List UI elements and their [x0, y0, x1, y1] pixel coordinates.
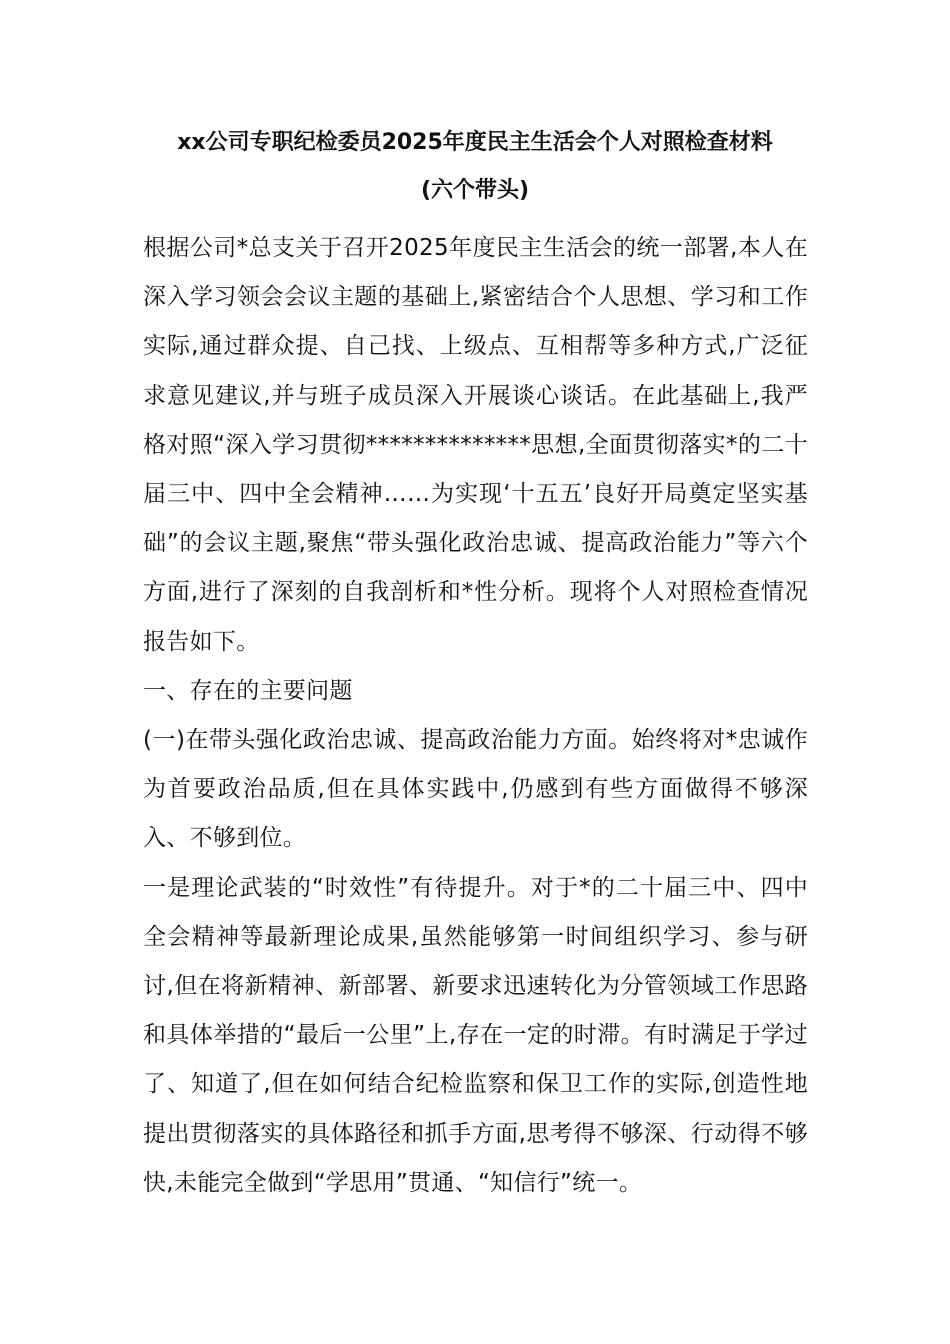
document-title: xx公司专职纪检委员2025年度民主生活会个人对照检查材料 [177, 130, 773, 155]
subsection-paragraph: (一)在带头强化政治忠诚、提高政治能力方面。始终将对*忠诚作为首要政治品质,但在具体实践中,仍感到有些方面做得不够深入、不够到位。 [143, 727, 808, 852]
document-body [143, 224, 808, 1208]
intro-paragraph: 根据公司*总支关于召开2025年度民主生活会的统一部署,本人在深入学习领会会议主题的基础上,紧密结合个人思想、学习和工作实际,通过群众提、自己找、上级点、互相帮等多种方式,广泛征求意见建议,并与班子成员深入开展谈心谈话。在此基础上,我严格对照“深入学习贯彻**************思想,全面贯彻落实*的二十届三中、四中全会精神……为实现‘十五五’良好开局奠定坚实基础”的会议主题,聚焦“带头强化政治忠诚、提高政治能力”等六个方面,进行了深刻的自我剖析和*性分析。现将个人对照检查情况报告如下。 [143, 235, 808, 655]
point-paragraph: 一是理论武装的“时效性”有待提升。对于*的二十届三中、四中全会精神等最新理论成果,虽然能够第一时间组织学习、参与研讨,但在将新精神、新部署、新要求迅速转化为分管领域工作思路和具体举措的“最后一公里”上,存在一定的时滞。有时满足于学过了、知道了,但在如何结合纪检监察和保卫工作的实际,创造性地提出贯彻落实的具体路径和抓手方面,思考得不够深、行动得不够快,未能完全做到“学思用”贯通、“知信行”统一。 [143, 874, 808, 1196]
section-heading: 一、存在的主要问题 [143, 677, 353, 704]
document-subtitle: (六个带头) [420, 178, 530, 203]
